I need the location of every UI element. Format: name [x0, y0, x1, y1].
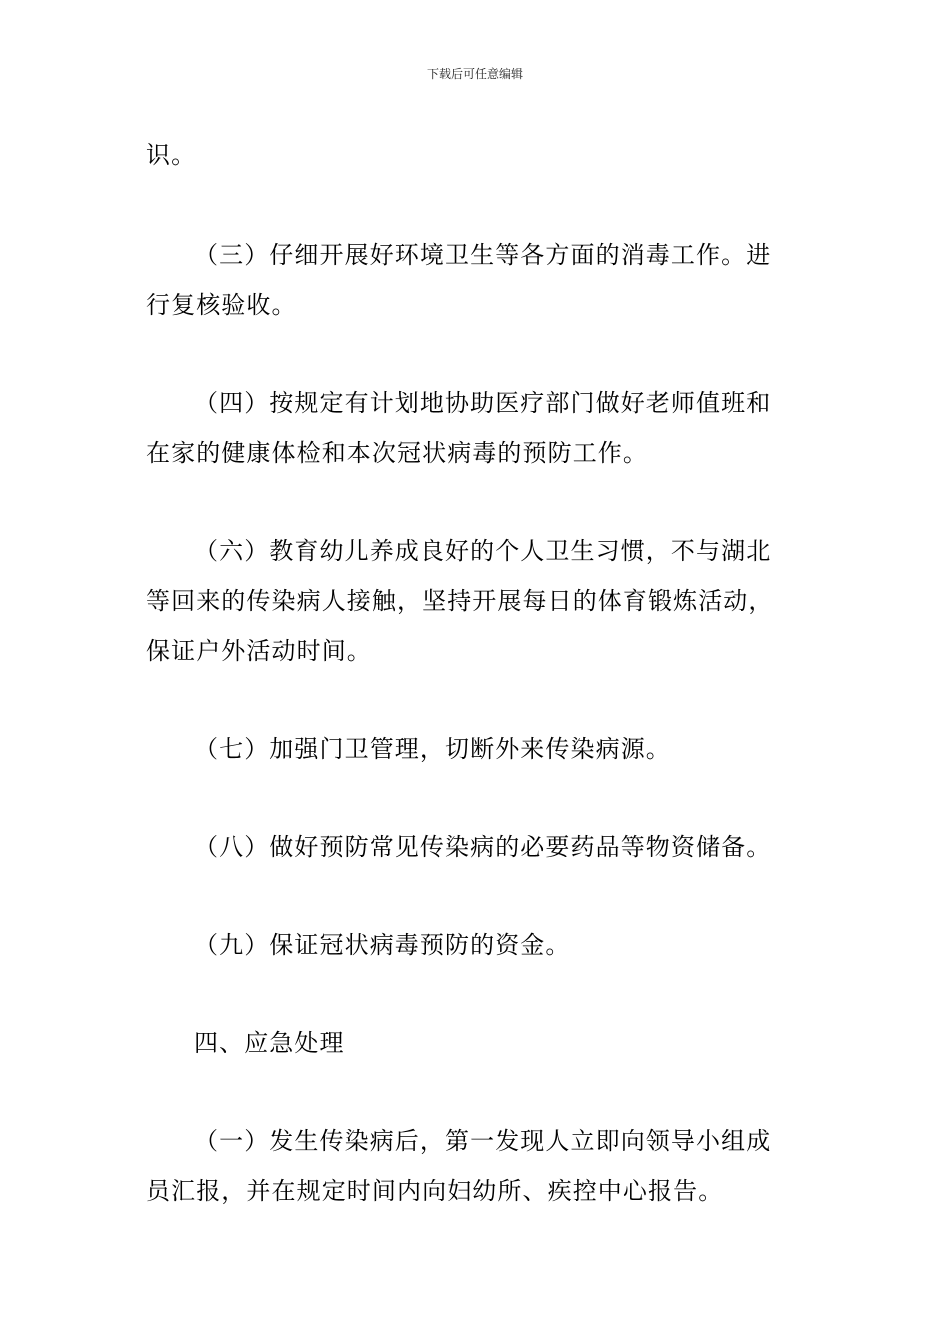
- text-line: （三）仔细开展好环境卫生等各方面的消毒工作。进: [194, 241, 772, 269]
- paragraph-funding: [146, 920, 810, 970]
- paragraph-medicine-reserve: [146, 822, 810, 872]
- text-line: 等回来的传染病人接触，坚持开展每日的体育锻炼活动，: [146, 587, 774, 615]
- text-line: 行复核验收。: [146, 291, 297, 319]
- paragraph-medical-assist: [146, 378, 810, 478]
- document-body: [146, 130, 810, 1216]
- text-line: （一）发生传染病后，第一发现人立即向领导小组成: [194, 1127, 772, 1155]
- text-line: 在家的健康体检和本次冠状病毒的预防工作。: [146, 439, 648, 467]
- text-line: 保证户外活动时间。: [146, 637, 372, 665]
- paragraph-hygiene-education: [146, 526, 810, 676]
- paragraph-reporting: [146, 1116, 810, 1216]
- text-line: （九）保证冠状病毒预防的资金。: [194, 931, 571, 959]
- text-line: 识。: [146, 141, 197, 169]
- text-line: （六）教育幼儿养成良好的个人卫生习惯，不与湖北: [194, 537, 772, 565]
- text-line: 四、应急处理: [194, 1029, 345, 1057]
- text-line: 员汇报，并在规定时间内向妇幼所、疾控中心报告。: [146, 1177, 724, 1205]
- text-line: （八）做好预防常见传染病的必要药品等物资储备。: [194, 833, 772, 861]
- paragraph-disinfection: [146, 230, 810, 330]
- page-header: 下载后可任意编辑: [426, 67, 523, 81]
- paragraph-gate-management: [146, 724, 810, 774]
- text-line: （七）加强门卫管理，切断外来传染病源。: [194, 735, 671, 763]
- text-line: （四）按规定有计划地协助医疗部门做好老师值班和: [194, 389, 772, 417]
- section-heading-emergency: [146, 1018, 810, 1068]
- paragraph-continuation: [146, 130, 810, 180]
